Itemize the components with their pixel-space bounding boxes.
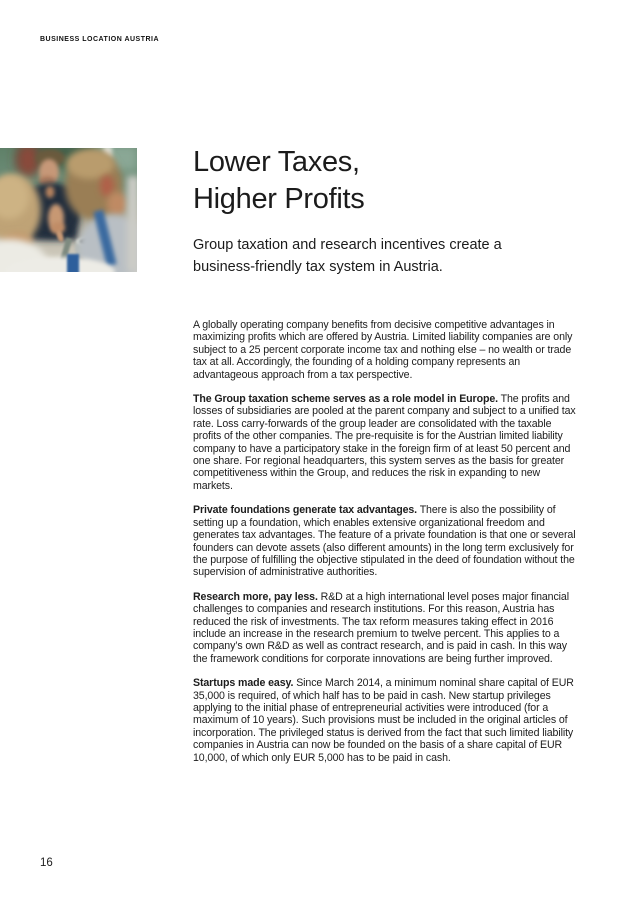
page-title-line-1: Lower Taxes, [193, 146, 360, 178]
paragraph-text: There is also the possibility of setting up a foundation, which enables extensive organizational freedom and generates tax advantages. The feature of a private foundation is that one or several founders can devote assets (also different amounts) in the long term exclusively for the purpose of fulfilling the objective stipulated in the deed of foundation without the supervision of administrative authorities. [193, 504, 576, 579]
body-paragraph-private-foundations [193, 504, 579, 578]
workshop-photo-illustration [0, 148, 137, 272]
paragraph-lead: Research more, pay less. [193, 590, 318, 603]
paragraph-text: R&D at a high international level poses major financial challenges to companies and research institutions. For this reason, Austria has reduced the risk of investments. The tax reform measures taking effect in 2016 include an increase in the research premium to twelve percent. This applies to a company’s own R&D as well as contract research, and is paid in cash. In this way the framework conditions for corporate innovations are being further improved. [193, 590, 569, 665]
running-header: BUSINESS LOCATION AUSTRIA [40, 36, 160, 43]
subtitle: Group taxation and research incentives create a business-friendly tax system in Austria. [193, 237, 502, 275]
body-paragraph-startups [193, 677, 579, 764]
paragraph-text: Since March 2014, a minimum nominal share capital of EUR 35,000 is required, of which half has to be paid in cash. New startup privileges applying to the initial phase of entrepreneurial activities were introduced (for a maximum of 10 years). Such provisions must be included in the original articles of incorporation. The privileged status is derived from the fact that such limited liability companies in Austria can now be founded on the basis of a share capital of EUR 10,000, of which only EUR 5,000 has to be paid in cash. [193, 677, 574, 764]
paragraph-lead: Private foundations generate tax advantages. [193, 504, 418, 517]
body-text [193, 319, 579, 764]
intro-paragraph: A globally operating company benefits from decisive competitive advantages in maximizing profits which are offered by Austria. Limited liability companies are only subject to a 25 percent corporate income tax and nothing else – no wealth or trade tax at all. Accordingly, the founding of a holding company represents an advantageous approach from a tax perspective. [193, 319, 573, 381]
paragraph-lead: The Group taxation scheme serves as a role model in Europe. [193, 393, 498, 406]
body-paragraph-group-taxation [193, 393, 579, 492]
body-paragraph-research [193, 591, 579, 665]
workshop-photo [0, 148, 137, 272]
page-number: 16 [40, 857, 53, 869]
paragraph-text: The profits and losses of subsidiaries are pooled at the parent company and subject to a unified tax rate. Loss carry-forwards of the group leader are consolidated with the taxable profits of the other companies. The pre-requisite is for the Austrian limited liability company to have a participatory stake in the foreign firm of at least 50 percent and one share. For regional headquarters, this system serves as the basis for greater competitiveness within the Group, and reduces the risk in expanding to new markets. [193, 393, 576, 492]
paragraph-lead: Startups made easy. [193, 677, 294, 690]
page-title [193, 144, 579, 218]
page-title-line-2: Higher Profits [193, 183, 365, 215]
article [193, 144, 579, 764]
